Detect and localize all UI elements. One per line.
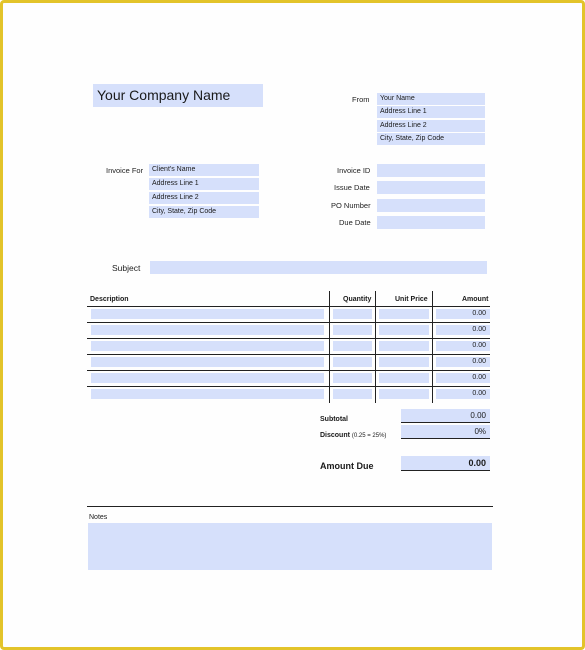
issue-date-field[interactable] xyxy=(377,181,485,194)
row-unit-price-field[interactable] xyxy=(379,389,429,399)
description-header: Description xyxy=(90,296,129,303)
row-quantity-field[interactable] xyxy=(333,309,372,319)
row-description-field[interactable] xyxy=(91,309,324,319)
row-description-field[interactable] xyxy=(91,389,324,399)
row-unit-price-field[interactable] xyxy=(379,309,429,319)
unit-price-header: Unit Price xyxy=(395,296,428,303)
company-name-field[interactable]: Your Company Name xyxy=(93,84,263,107)
discount-hint: (0.25 = 25%) xyxy=(351,433,387,439)
amount-header: Amount xyxy=(462,296,489,303)
subtotal-label: Subtotal xyxy=(320,416,348,423)
row-rule xyxy=(87,370,490,371)
row-rule xyxy=(87,338,490,339)
row-unit-price-field[interactable] xyxy=(379,341,429,351)
from-address1-field[interactable]: Address Line 1 xyxy=(377,106,485,118)
invoice-for-label: Invoice For xyxy=(106,166,144,175)
row-quantity-field[interactable] xyxy=(333,357,372,367)
row-amount-field[interactable]: 0.00 xyxy=(436,357,490,367)
from-address2-field[interactable]: Address Line 2 xyxy=(377,120,485,132)
row-amount-field[interactable]: 0.00 xyxy=(436,325,490,335)
discount-label: Discount xyxy=(320,432,350,439)
row-rule xyxy=(87,354,490,355)
row-amount-field[interactable]: 0.00 xyxy=(436,309,490,319)
due-date-label: Due Date xyxy=(339,218,371,227)
row-quantity-field[interactable] xyxy=(333,325,372,335)
row-amount-field[interactable]: 0.00 xyxy=(436,341,490,351)
po-number-field[interactable] xyxy=(377,199,485,212)
issue-date-label: Issue Date xyxy=(334,183,370,192)
row-description-field[interactable] xyxy=(91,357,324,367)
amount-due-rule xyxy=(401,470,490,471)
row-quantity-field[interactable] xyxy=(333,373,372,383)
row-unit-price-field[interactable] xyxy=(379,357,429,367)
amount-due-field[interactable]: 0.00 xyxy=(401,456,490,470)
client-name-field[interactable]: Client's Name xyxy=(149,164,259,176)
discount-field[interactable]: 0% xyxy=(401,425,490,438)
row-quantity-field[interactable] xyxy=(333,341,372,351)
from-name-field[interactable]: Your Name xyxy=(377,93,485,105)
client-city-field[interactable]: City, State, Zip Code xyxy=(149,206,259,218)
row-amount-field[interactable]: 0.00 xyxy=(436,389,490,399)
from-label: From xyxy=(352,95,370,104)
row-description-field[interactable] xyxy=(91,373,324,383)
po-number-label: PO Number xyxy=(331,201,371,210)
due-date-field[interactable] xyxy=(377,216,485,229)
row-description-field[interactable] xyxy=(91,341,324,351)
client-address1-field[interactable]: Address Line 1 xyxy=(149,178,259,190)
row-description-field[interactable] xyxy=(91,325,324,335)
row-unit-price-field[interactable] xyxy=(379,373,429,383)
row-amount-field[interactable]: 0.00 xyxy=(436,373,490,383)
amount-due-label: Amount Due xyxy=(320,461,374,471)
row-unit-price-field[interactable] xyxy=(379,325,429,335)
discount-rule xyxy=(401,438,490,439)
discount-label-group xyxy=(320,432,386,439)
subject-field[interactable] xyxy=(150,261,487,274)
client-address2-field[interactable]: Address Line 2 xyxy=(149,192,259,204)
invoice-id-label: Invoice ID xyxy=(337,166,371,175)
from-city-field[interactable]: City, State, Zip Code xyxy=(377,133,485,145)
notes-rule xyxy=(87,506,493,507)
table-header-rule xyxy=(87,306,490,307)
subtotal-field[interactable]: 0.00 xyxy=(401,409,490,422)
row-rule xyxy=(87,322,490,323)
notes-label: Notes xyxy=(89,514,108,521)
invoice-id-field[interactable] xyxy=(377,164,485,177)
subtotal-rule xyxy=(401,422,490,423)
row-quantity-field[interactable] xyxy=(333,389,372,399)
row-rule xyxy=(87,386,490,387)
quantity-header: Quantity xyxy=(343,296,372,303)
notes-field[interactable] xyxy=(88,523,492,570)
subject-label: Subject xyxy=(112,263,141,273)
